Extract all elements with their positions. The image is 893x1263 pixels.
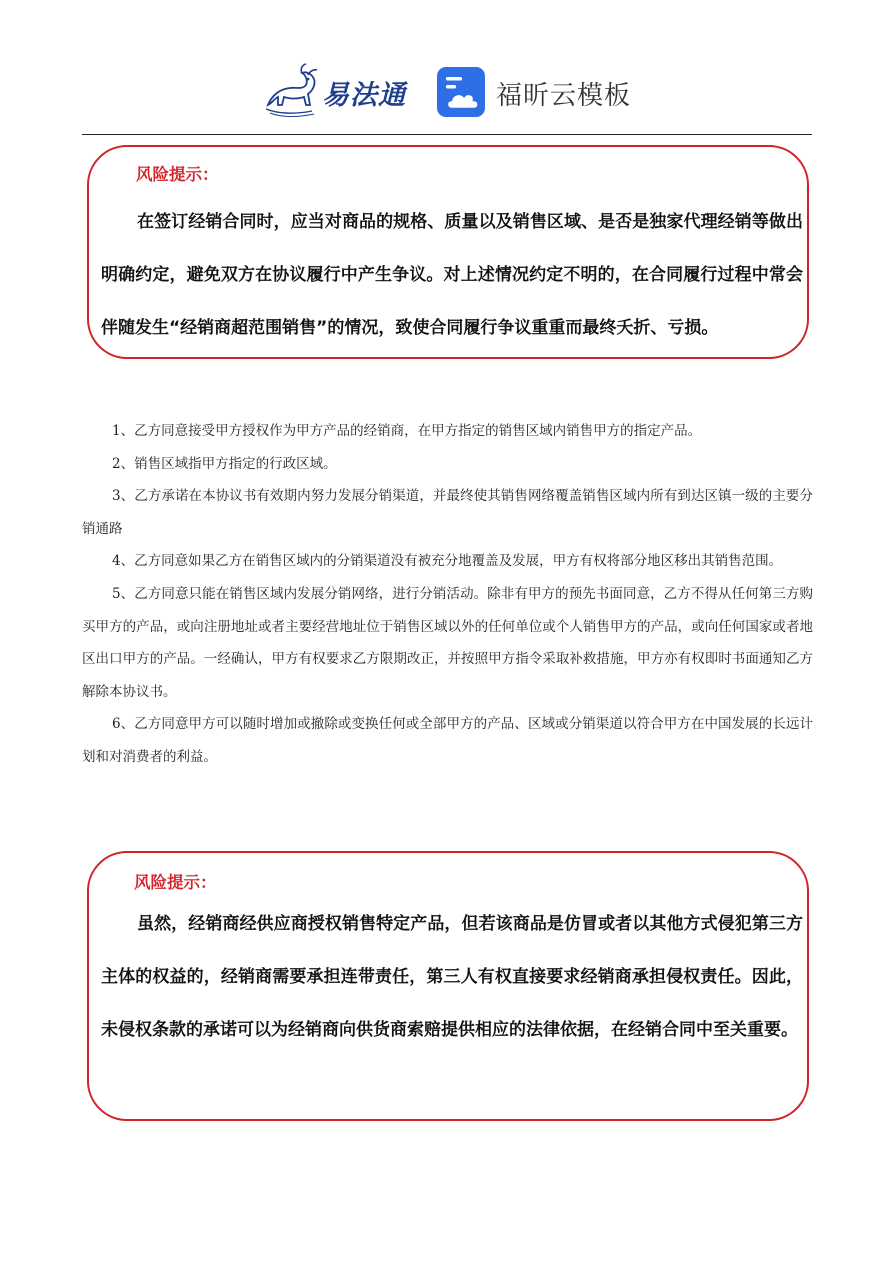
clause-paragraph: 1、乙方同意接受甲方授权作为甲方产品的经销商，在甲方指定的销售区域内销售甲方的指定产品。 — [112, 423, 702, 439]
clause-paragraph: 2、销售区域指甲方指定的行政区域。 — [112, 455, 337, 472]
risk-warning-title: 风险提示： — [136, 165, 219, 184]
risk-warning-box — [87, 851, 809, 1121]
fuxin-logo — [436, 65, 636, 119]
clause-paragraph: 6、乙方同意甲方可以随时增加或撤除或变换任何或全部甲方的产品、区域或分销渠道以符合甲方在中国发展的长远计划和对消费者的利益。 — [82, 716, 813, 765]
clause-paragraph: 3、乙方承诺在本协议书有效期内努力发展分销渠道，并最终使其销售网络覆盖销售区域内所有到达区镇一级的主要分销通路 — [82, 488, 813, 537]
risk-warning-box — [87, 145, 809, 359]
risk-warning-text: 虽然，经销商经供应商授权销售特定产品，但若该商品是仿冒或者以其他方式侵犯第三方主体的权益的，经销商需要承担连带责任，第三人有权直接要求经销商承担侵权责任。因此，未侵权条款的承诺可以为经销商向供货商索赔提供相应的法律依据，在经销合同中至关重要。 — [101, 914, 803, 1040]
yifatong-logo — [262, 61, 422, 119]
header-divider — [82, 134, 812, 135]
clause-paragraph: 4、乙方同意如果乙方在销售区域内的分销渠道没有被充分地覆盖及发展，甲方有权将部分地区移出其销售范围。 — [112, 553, 783, 570]
fuxin-logo-text: 福昕云模板 — [496, 81, 632, 111]
risk-warning-title: 风险提示： — [134, 873, 217, 892]
qilin-logo-icon — [262, 61, 326, 119]
cloud-document-icon — [436, 65, 488, 119]
risk-warning-text: 在签订经销合同时，应当对商品的规格、质量以及销售区域、是否是独家代理经销等做出明确约定，避免双方在协议履行中产生争议。对上述情况约定不明的，在合同履行过程中常会伴随发生“经销商超范围销售”的情况，致使合同履行争议重重而最终夭折、亏损。 — [101, 212, 803, 338]
yifatong-logo-text: 易法通 — [322, 80, 406, 111]
contract-clauses — [82, 415, 813, 774]
clause-paragraph: 5、乙方同意只能在销售区域内发展分销网络，进行分销活动。除非有甲方的预先书面同意，乙方不得从任何第三方购买甲方的产品，或向注册地址或者主要经营地址位于销售区域以外的任何单位或个人销售甲方的产品，或向任何国家或者地区出口甲方的产品。一经确认，甲方有权要求乙方限期改正，并按照甲方指令采取补救措施，甲方亦有权即时书面通知乙方解除本协议书。 — [82, 585, 813, 700]
page-header — [0, 55, 893, 127]
